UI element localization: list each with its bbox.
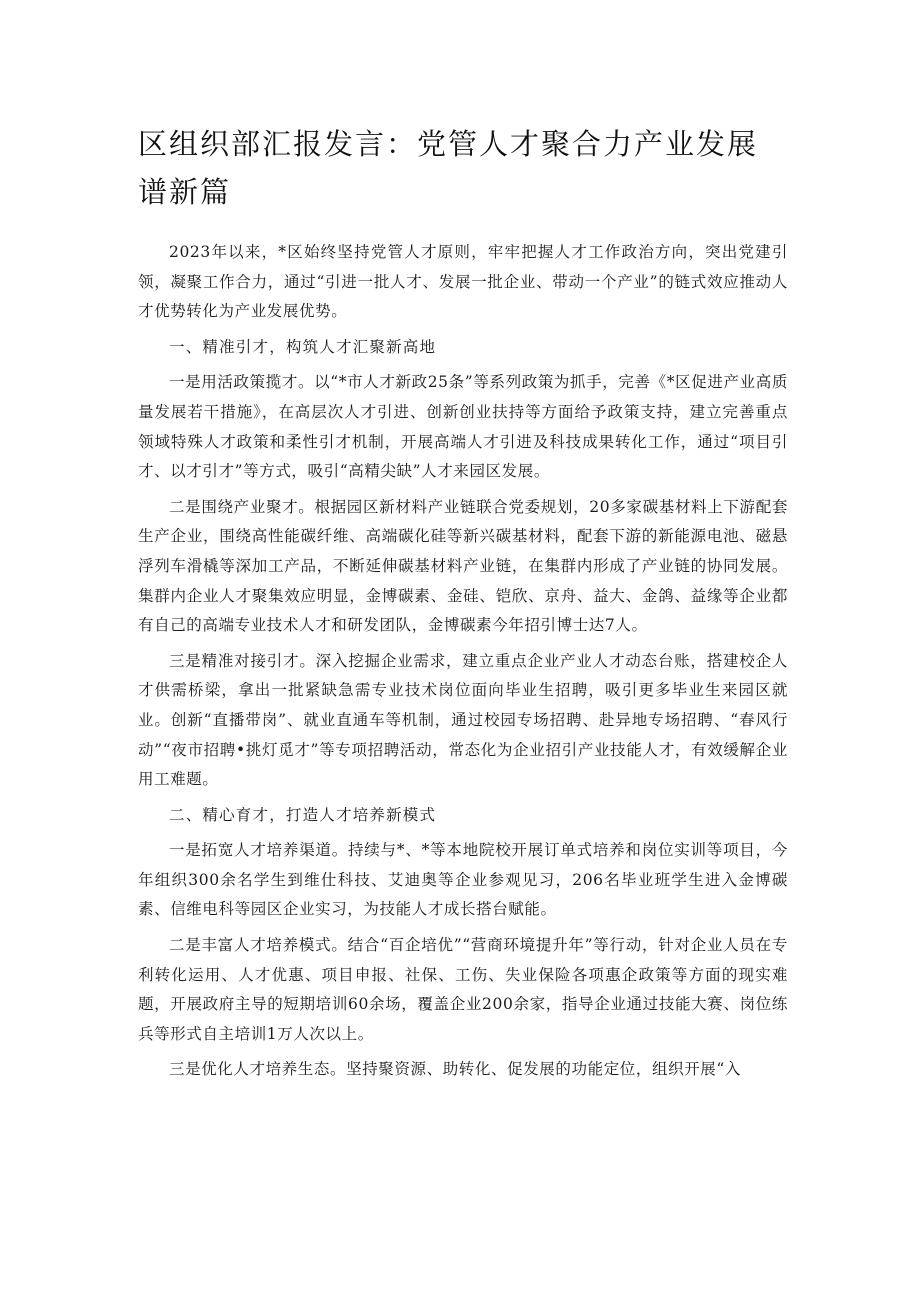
section1-paragraph-2: 二是围绕产业聚才。根据园区新材料产业链联合党委规划，20多家碳基材料上下游配套生产企业，围绕高性能碳纤维、高端碳化硅等新兴碳基材料，配套下游的新能源电池、磁悬浮列车滑橇等深加工产品，不断延伸碳基材料产业链，在集群内形成了产业链的协同发展。集群内企业人才聚集效应明显，金博碳素、金硅、铠欣、京舟、益大、金鸽、益缘等企业都有自己的高端专业技术人才和研发团队，金博碳素今年招引博士达7人。 xyxy=(138,497,788,635)
section1-paragraph-3: 三是精准对接引才。深入挖掘企业需求，建立重点企业产业人才动态台账，搭建校企人才供需桥梁，拿出一批紧缺急需专业技术岗位面向毕业生招聘，吸引更多毕业生来园区就业。创新“直播带岗”、就业直通车等机制，通过校园专场招聘、赴异地专场招聘、“春风行动”“夜市招聘•挑灯觅才”等专项招聘活动，常态化为企业招引产业技能人才，有效缓解企业用工难题。 xyxy=(138,651,788,789)
section2-paragraph-1: 一是拓宽人才培养渠道。持续与*、*等本地院校开展订单式培养和岗位实训等项目，今年组织300余名学生到维仕科技、艾迪奥等企业参观见习，206名毕业班学生进入金博碳素、信维电科等园区企业实习，为技能人才成长搭台赋能。 xyxy=(138,841,788,919)
intro-paragraph: 2023年以来，*区始终坚持党管人才原则，牢牢把握人才工作政治方向，突出党建引领，凝聚工作合力，通过“引进一批人才、发展一批企业、带动一个产业”的链式效应推动人才优势转化为产业发展优势。 xyxy=(138,243,788,321)
section2-paragraph-2: 二是丰富人才培养模式。结合“百企培优”“营商环境提升年”等行动，针对企业人员在专利转化运用、人才优惠、项目申报、社保、工伤、失业保险各项惠企政策等方面的现实难题，开展政府主导的短期培训60余场，覆盖企业200余家，指导企业通过技能大赛、岗位练兵等形式自主培训1万人次以上。 xyxy=(138,936,788,1043)
document-body xyxy=(138,238,788,1091)
section-heading-1: 一、精准引才，构筑人才汇聚新高地 xyxy=(169,337,437,356)
document-title: 区组织部汇报发言：党管人才聚合力产业发展谱新篇 xyxy=(138,127,759,209)
section2-paragraph-3: 三是优化人才培养生态。坚持聚资源、助转化、促发展的功能定位，组织开展“入 xyxy=(169,1060,742,1079)
section1-paragraph-1: 一是用活政策揽才。以“*市人才新政25条”等系列政策为抓手，完善《*区促进产业高质量发展若干措施》，在高层次人才引进、创新创业扶持等方面给予政策支持，建立完善重点领域特殊人才政策和柔性引才机制，开展高端人才引进及科技成果转化工作，通过“项目引才、以才引才”等方式，吸引“高精尖缺”人才来园区发展。 xyxy=(138,373,788,481)
section-heading-2: 二、精心育才，打造人才培养新模式 xyxy=(169,805,437,824)
